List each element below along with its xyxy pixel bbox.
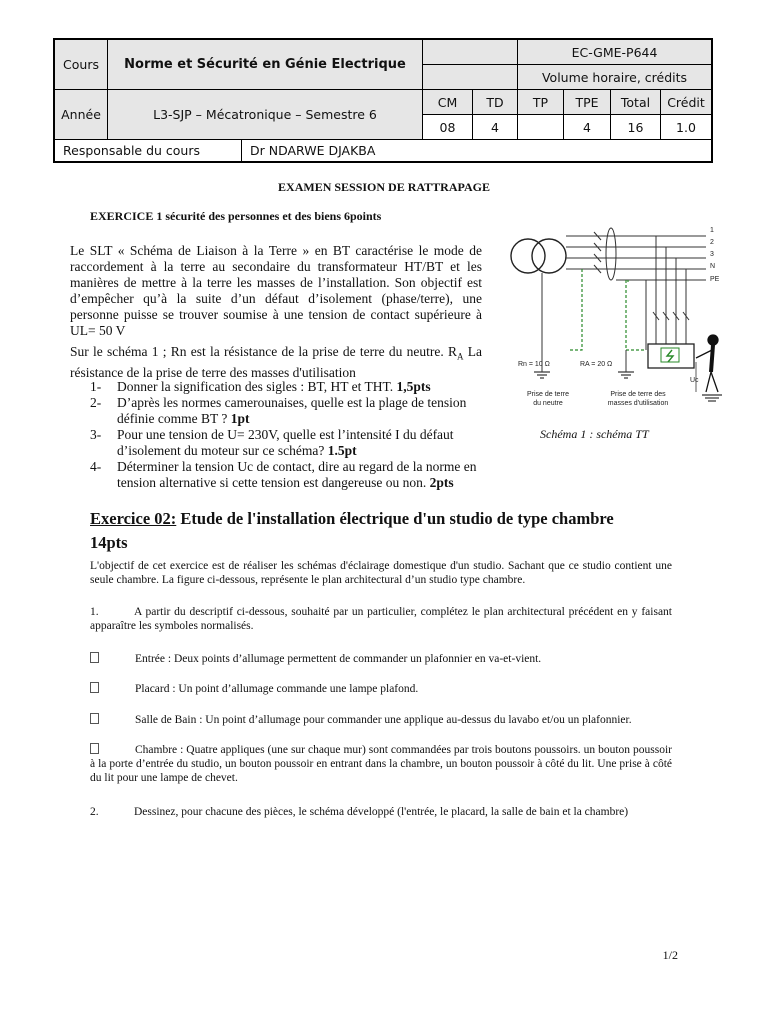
prise-neutre-line1: Prise de terre	[526, 391, 570, 398]
load-switches	[653, 312, 689, 320]
bullet-entree	[90, 652, 672, 666]
supply-lines	[566, 236, 706, 280]
breaker-marks	[594, 232, 601, 273]
exercise-2-q2	[90, 805, 672, 819]
prise-masses-line2: masses d'utilisation	[607, 400, 669, 407]
question-list	[90, 379, 482, 491]
page-number: 1/2	[662, 948, 678, 962]
cours-label: Cours	[55, 40, 108, 90]
schema-note	[70, 344, 482, 381]
checkbox-glyph	[90, 682, 99, 693]
checkbox-glyph	[90, 713, 99, 724]
blank-cell	[423, 65, 518, 90]
bullet-salle-de-bain	[90, 713, 672, 727]
exercise-1-intro: Le SLT « Schéma de Liaison à la Terre » en BT caractérise le mode de raccordement à la terre au secondaire du transformateur HT/BT et les manières de mettre à la terre les masses de l’installation. Son objectif est d’empêcher qu’à la suite d’un défaut d’isolement (phase/terre), une personne puisse se trouver soumise à une tension de contact supérieure à UL= 50 V	[70, 243, 482, 338]
question-item	[90, 379, 482, 395]
load-feeders	[646, 236, 686, 350]
ground-symbol-neutral	[534, 372, 550, 378]
line-label-n: N	[710, 263, 716, 270]
question-number: 1-	[90, 379, 102, 394]
responsable-label: Responsable du cours	[55, 140, 242, 161]
exam-title: EXAMEN SESSION DE RATTRAPAGE	[278, 180, 490, 194]
person-icon	[696, 335, 718, 392]
val-tpe: 4	[564, 115, 611, 140]
bullet-text: Chambre : Quatre appliques (une sur chaque mur) sont commandées par trois boutons poussoirs. un bouton poussoir à la porte d’entrée du studio, un bouton poussoir en entrant dans la chambre, un bouton poussoir à côté du lit. Une prise à côté du lit pour une lampe de chevet.	[90, 744, 672, 784]
exercise-2-label: Exercice 02:	[90, 509, 177, 528]
question-item	[90, 395, 482, 427]
question-item	[90, 459, 482, 491]
line-label-3: 3	[710, 251, 714, 258]
responsable-value: Dr NDARWE DJAKBA	[250, 143, 376, 158]
bullet-placard	[90, 682, 672, 696]
prise-masses-line1: Prise de terre des	[610, 391, 666, 398]
checkbox-glyph	[90, 743, 99, 754]
blank-cell	[423, 40, 518, 65]
q1-number: 1.	[90, 606, 99, 618]
exercise-2-q1	[90, 605, 672, 633]
val-tp	[518, 115, 564, 140]
volume-label: Volume horaire, crédits	[518, 65, 711, 90]
q2-number: 2.	[90, 806, 99, 818]
schema-note-part-b: La résistance de la prise de terre des masses d'utilisation	[70, 344, 482, 380]
prise-neutre-line2: du neutre	[533, 400, 563, 407]
course-code: EC-GME-P644	[518, 40, 711, 65]
line-label-pe: PE	[710, 276, 720, 283]
col-tp: TP	[518, 90, 564, 115]
val-total: 16	[611, 115, 661, 140]
question-points: 2pts	[429, 475, 454, 490]
uc-label: Uc	[690, 377, 699, 384]
figure-caption: Schéma 1 : schéma TT	[540, 427, 649, 441]
val-credit: 1.0	[661, 115, 711, 140]
col-tpe: TPE	[564, 90, 611, 115]
course-title: Norme et Sécurité en Génie Electrique	[108, 40, 423, 90]
question-number: 2-	[90, 395, 102, 410]
question-text: Donner la signification des sigles : BT, HT et THT.	[117, 379, 394, 394]
question-points: 1pt	[230, 411, 250, 426]
col-td: TD	[473, 90, 518, 115]
ra-label: RA = 20 Ω	[580, 361, 613, 368]
transformer-primary-coil	[511, 239, 545, 273]
question-text: Déterminer la tension Uc de contact, dire au regard de la norme en tension alternative si cette tension est dangereuse ou non.	[117, 459, 477, 490]
course-header-table	[53, 38, 713, 163]
fault-current-path	[568, 269, 646, 350]
ground-symbol-person	[702, 395, 722, 401]
transformer-secondary-coil	[532, 239, 566, 273]
exercise-2-title	[90, 507, 690, 555]
exercise-1-title: EXERCICE 1 sécurité des personnes et des biens 6points	[90, 209, 382, 223]
annee-value: L3-SJP – Mécatronique – Semestre 6	[108, 90, 423, 140]
question-text: Pour une tension de U= 230V, quelle est l’intensité I du défaut d’isolement du moteur sur ce schéma?	[117, 427, 454, 458]
exercise-2-intro: L'objectif de cet exercice est de réaliser les schémas d'éclairage domestique d'un studio. Sachant que ce studio contient une seule chambre. La figure ci-dessous, représente le plan architectural d’un studio type chambre.	[90, 560, 672, 586]
schema-note-sub: A	[457, 351, 464, 362]
bullet-text: Salle de Bain : Un point d’allumage pour commander une applique au-dessus du lavabo et/ou un plafonnier.	[135, 714, 632, 726]
col-total: Total	[611, 90, 661, 115]
q2-text: Dessinez, pour chacune des pièces, le schéma développé (l'entrée, le placard, la salle de bain et la chambre)	[134, 806, 629, 818]
val-cm: 08	[423, 115, 473, 140]
annee-label: Année	[55, 90, 108, 140]
bullet-text: Entrée : Deux points d’allumage permettent de commander un plafonnier en va-et-vient.	[135, 653, 542, 665]
col-credit: Crédit	[661, 90, 711, 115]
checkbox-glyph	[90, 652, 99, 663]
question-item	[90, 427, 482, 459]
question-points: 1.5pt	[327, 443, 357, 458]
bullet-text: Placard : Un point d’allumage commande une lampe plafond.	[135, 683, 419, 695]
ground-symbol-masses	[618, 372, 634, 378]
tt-scheme-diagram	[498, 222, 734, 418]
exercise-2-heading: Etude de l'installation électrique d'un studio de type chambre	[176, 509, 614, 528]
line-label-1: 1	[710, 227, 714, 234]
schema-note-part-a: Sur le schéma 1 ; Rn est la résistance de la prise de terre du neutre. R	[70, 344, 457, 359]
question-number: 4-	[90, 459, 102, 474]
line-label-2: 2	[710, 239, 714, 246]
question-text: D’après les normes camerounaises, quelle est la plage de tension définie comme BT ?	[117, 395, 467, 426]
question-number: 3-	[90, 427, 102, 442]
rn-label: Rn = 10 Ω	[518, 361, 550, 368]
val-td: 4	[473, 115, 518, 140]
col-cm: CM	[423, 90, 473, 115]
exercise-2-points: 14pts	[90, 533, 128, 552]
q1-text: A partir du descriptif ci-dessous, souhaité par un particulier, complétez le plan architectural précédent en y faisant apparaître les symboles normalisés.	[90, 606, 672, 632]
bullet-chambre	[90, 743, 672, 785]
question-points: 1,5pts	[396, 379, 431, 394]
